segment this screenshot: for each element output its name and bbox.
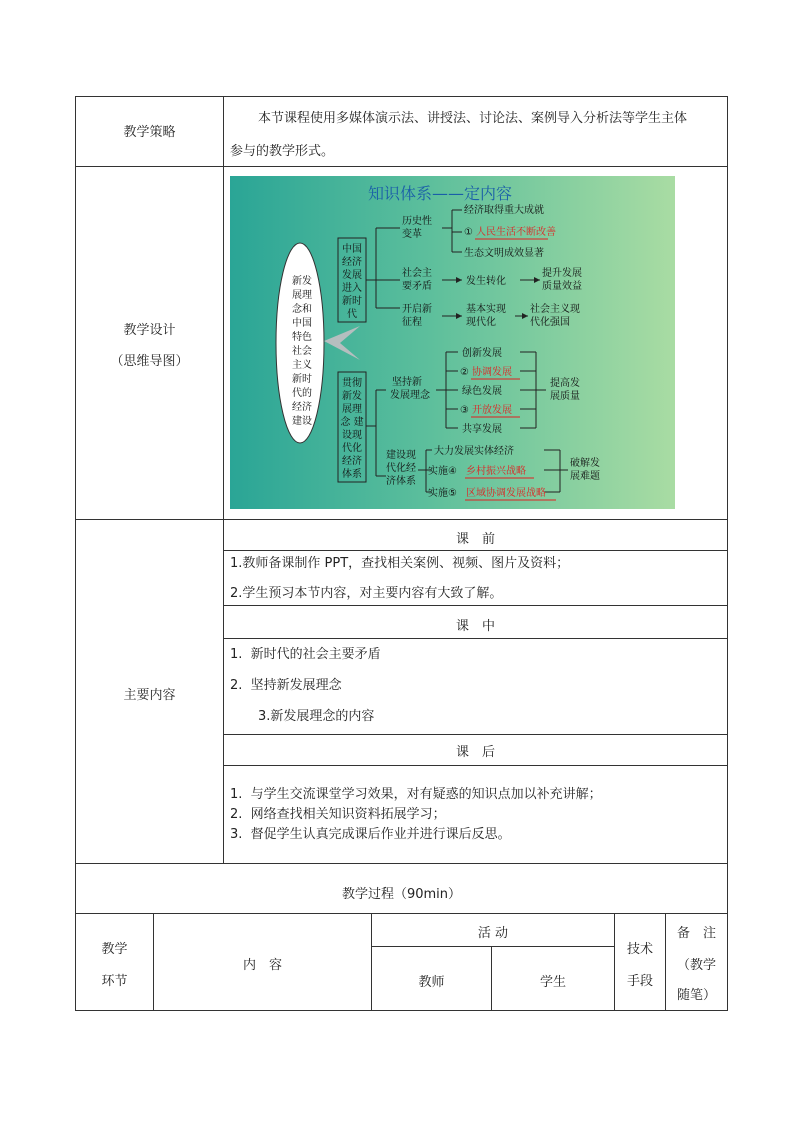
b2-d4: 开放发展 bbox=[472, 405, 512, 416]
before-item-2: 2.学生预习本节内容，对主要内容有大致了解。 bbox=[230, 586, 503, 601]
after-item-3: 3. 督促学生认真完成课后作业并进行课后反思。 bbox=[230, 827, 511, 842]
b2-bres-1: 破解发 bbox=[570, 458, 600, 469]
b2-adhere-1: 坚持新 bbox=[392, 377, 422, 388]
b2-box-4: 念 建 bbox=[340, 417, 364, 428]
before-title: 课 前 bbox=[455, 532, 495, 547]
b1-contra-1: 社会主 bbox=[402, 268, 432, 279]
b2-build-3: 济体系 bbox=[386, 476, 416, 487]
before-item-1: 1.教师备课制作 PPT，查找相关案例、视频、图片及资料； bbox=[230, 556, 570, 571]
b2-adhere-2: 发展理念 bbox=[390, 390, 430, 401]
b2-d4-prefix: ③ bbox=[460, 405, 469, 416]
col-student: 学生 bbox=[539, 975, 566, 990]
b1-open-res-2: 代化强国 bbox=[530, 317, 570, 328]
b1-box-5: 新时 bbox=[342, 296, 362, 307]
b1-history-2: 变革 bbox=[402, 229, 422, 240]
b1-open-2: 征程 bbox=[402, 317, 422, 328]
root-line-4: 中国 bbox=[292, 318, 312, 329]
mindmap-root-ellipse bbox=[276, 243, 324, 443]
root-line-8: 新时 bbox=[292, 374, 312, 385]
col-note-line2: （教学 bbox=[676, 958, 716, 973]
b1-open-1: 开启新 bbox=[402, 304, 432, 315]
root-line-9: 代的 bbox=[292, 388, 312, 399]
design-label: 教学设计 bbox=[123, 323, 176, 338]
b2-box-2: 新发 bbox=[342, 391, 362, 402]
mindmap-figure bbox=[230, 176, 675, 509]
root-line-11: 建设 bbox=[292, 416, 312, 427]
b2-box-8: 体系 bbox=[342, 469, 362, 480]
root-line-3: 念和 bbox=[292, 304, 312, 315]
b2-d3: 绿色发展 bbox=[462, 386, 502, 397]
b2-d2: 协调发展 bbox=[472, 367, 512, 378]
b2-d2-prefix: ② bbox=[460, 367, 469, 378]
b1-history-1: 历史性 bbox=[402, 216, 432, 227]
b1-box-2: 经济 bbox=[342, 257, 362, 268]
after-title: 课 后 bbox=[455, 745, 495, 760]
b2-b1: 大力发展实体经济 bbox=[434, 446, 514, 457]
root-line-1: 新发 bbox=[292, 276, 312, 287]
b1-open-to-2: 现代化 bbox=[466, 317, 496, 328]
b1-h2: 人民生活不断改善 bbox=[476, 227, 556, 238]
root-line-10: 经济 bbox=[292, 402, 312, 413]
col-note-line1: 备 注 bbox=[676, 926, 716, 941]
col-stage-line2: 环节 bbox=[101, 974, 128, 989]
after-item-1: 1. 与学生交流课堂学习效果，对有疑惑的知识点加以补充讲解； bbox=[230, 787, 602, 802]
b2-box-3: 展理 bbox=[342, 404, 362, 415]
col-stage-line1: 教学 bbox=[101, 942, 128, 957]
b1-box-3: 发展 bbox=[342, 270, 362, 281]
b1-contra-2: 要矛盾 bbox=[402, 281, 432, 292]
process-title: 教学过程（90min） bbox=[341, 887, 462, 902]
b2-box-5: 设现 bbox=[342, 430, 362, 441]
b1-contra-res-1: 提升发展 bbox=[542, 268, 582, 279]
b2-b3: 区域协调发展战略 bbox=[466, 488, 546, 499]
col-note-line3: 随笔） bbox=[676, 988, 716, 1003]
during-item-3: 3.新发展理念的内容 bbox=[258, 709, 375, 724]
root-line-6: 社会 bbox=[292, 346, 312, 357]
b2-box-7: 经济 bbox=[342, 456, 362, 467]
b2-d1: 创新发展 bbox=[462, 348, 502, 359]
b2-build-1: 建设现 bbox=[386, 450, 416, 461]
root-line-5: 特色 bbox=[292, 332, 312, 343]
after-item-2: 2. 网络查找相关知识资料拓展学习； bbox=[230, 807, 446, 822]
b1-box-6: 代 bbox=[347, 309, 357, 320]
mindmap-root-text bbox=[292, 274, 312, 427]
content-label: 主要内容 bbox=[123, 688, 176, 703]
b2-box-1: 贯彻 bbox=[342, 378, 362, 389]
root-line-7: 主义 bbox=[292, 360, 312, 371]
b2-build-2: 代化经 bbox=[386, 463, 416, 474]
b1-contra-to: 发生转化 bbox=[466, 276, 506, 287]
b1-h3: 生态文明成效显著 bbox=[464, 248, 544, 259]
col-teacher: 教师 bbox=[418, 975, 445, 990]
root-line-2: 展理 bbox=[292, 290, 312, 301]
design-sublabel: （思维导图） bbox=[110, 354, 189, 369]
b1-open-res-1: 社会主义现 bbox=[530, 304, 580, 315]
b2-d5: 共享发展 bbox=[462, 424, 502, 435]
b2-dres-2: 展质量 bbox=[550, 391, 580, 402]
col-tech-line2: 手段 bbox=[626, 974, 653, 989]
b1-h2-prefix: ① bbox=[464, 227, 473, 238]
mindmap-title: 知识体系——定内容 bbox=[368, 184, 513, 203]
b1-open-to-1: 基本实现 bbox=[466, 304, 506, 315]
during-title: 课 中 bbox=[455, 619, 495, 634]
col-content: 内 容 bbox=[242, 958, 282, 973]
strategy-text-line1: 本节课程使用多媒体演示法、讲授法、讨论法、案例导入分析法等学生主体 bbox=[258, 111, 688, 126]
b1-box-4: 进入 bbox=[342, 283, 362, 294]
b1-box-1: 中国 bbox=[342, 244, 362, 255]
b1-contra-res-2: 质量效益 bbox=[542, 281, 582, 292]
b2-bres-2: 展难题 bbox=[570, 471, 600, 482]
strategy-label: 教学策略 bbox=[123, 125, 176, 140]
col-activity: 活 动 bbox=[477, 926, 509, 941]
during-item-2: 2. 坚持新发展理念 bbox=[230, 678, 342, 693]
during-item-1: 1. 新时代的社会主要矛盾 bbox=[230, 647, 381, 662]
col-tech-line1: 技术 bbox=[626, 942, 653, 957]
b2-b2: 乡村振兴战略 bbox=[466, 466, 526, 477]
strategy-text-line2: 参与的教学形式。 bbox=[230, 144, 335, 159]
b1-h1: 经济取得重大成就 bbox=[464, 205, 544, 216]
b2-box-6: 代化 bbox=[342, 443, 362, 454]
b2-dres-1: 提高发 bbox=[550, 378, 580, 389]
b2-b3-prefix: 实施⑤ bbox=[428, 488, 457, 499]
b2-b2-prefix: 实施④ bbox=[428, 466, 457, 477]
